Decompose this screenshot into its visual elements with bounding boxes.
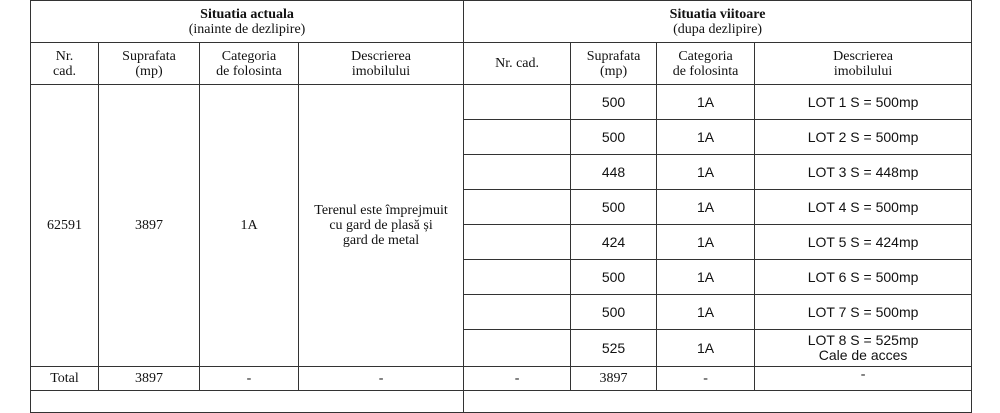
lot-7-descriere: LOT 7 S = 500mp (755, 295, 972, 330)
lot-5-nr-cad (464, 225, 571, 260)
lot-3-nr-cad (464, 155, 571, 190)
total-future-categoria: - (657, 367, 755, 391)
total-current-suprafata: 3897 (99, 367, 200, 391)
footer-empty-left (31, 391, 464, 413)
lot-3-categoria: 1A (657, 155, 755, 190)
current-suprafata: 3897 (99, 85, 200, 367)
lot-2-suprafata: 500 (571, 120, 657, 155)
col-header-suprafata: Suprafata (mp) (99, 43, 200, 85)
lot-8-nr-cad (464, 330, 571, 367)
current-situation-subtitle: (inainte de dezlipire) (188, 21, 306, 37)
current-situation-header (31, 1, 464, 43)
total-current-descriere: - (299, 367, 464, 391)
current-situation-title: Situatia actuala (200, 6, 294, 22)
lot-2-nr-cad (464, 120, 571, 155)
lot-5-descriere: LOT 5 S = 424mp (755, 225, 972, 260)
footer-empty-right (464, 391, 972, 413)
total-future-nr-cad: - (464, 367, 571, 391)
lot-1-suprafata: 500 (571, 85, 657, 120)
lot-8-categoria: 1A (657, 330, 755, 367)
future-situation-header (464, 1, 972, 43)
future-col-header-categoria: Categoria de folosinta (657, 43, 755, 85)
lot-1-categoria: 1A (657, 85, 755, 120)
lot-6-categoria: 1A (657, 260, 755, 295)
lot-4-descriere: LOT 4 S = 500mp (755, 190, 972, 225)
current-nr-cad: 62591 (31, 85, 99, 367)
lot-1-nr-cad (464, 85, 571, 120)
lot-2-categoria: 1A (657, 120, 755, 155)
lot-7-nr-cad (464, 295, 571, 330)
future-situation-title: Situatia viitoare (669, 6, 766, 22)
future-situation-subtitle: (dupa dezlipire) (673, 21, 763, 37)
current-categoria: 1A (200, 85, 299, 367)
future-col-header-suprafata: Suprafata (mp) (571, 43, 657, 85)
lot-1-descriere: LOT 1 S = 500mp (755, 85, 972, 120)
lot-6-nr-cad (464, 260, 571, 295)
future-col-header-descriere: Descrierea imobilului (755, 43, 972, 85)
lot-3-suprafata: 448 (571, 155, 657, 190)
future-col-header-nr-cad: Nr. cad. (464, 43, 571, 85)
lot-8-suprafata: 525 (571, 330, 657, 367)
parcel-situation-table (30, 0, 972, 413)
col-header-categoria: Categoria de folosinta (200, 43, 299, 85)
lot-6-descriere: LOT 6 S = 500mp (755, 260, 972, 295)
total-current-categoria: - (200, 367, 299, 391)
current-descriere: Terenul este împrejmuit cu gard de plasă și gard de metal (299, 85, 464, 367)
lot-7-categoria: 1A (657, 295, 755, 330)
total-future-descriere: - (755, 367, 972, 391)
lot-6-suprafata: 500 (571, 260, 657, 295)
lot-5-suprafata: 424 (571, 225, 657, 260)
col-header-nr-cad: Nr. cad. (31, 43, 99, 85)
lot-4-nr-cad (464, 190, 571, 225)
lot-5-categoria: 1A (657, 225, 755, 260)
lot-3-descriere: LOT 3 S = 448mp (755, 155, 972, 190)
lot-8-descriere: LOT 8 S = 525mp Cale de acces (755, 330, 972, 367)
lot-2-descriere: LOT 2 S = 500mp (755, 120, 972, 155)
total-label: Total (31, 367, 99, 391)
lot-4-categoria: 1A (657, 190, 755, 225)
total-future-suprafata: 3897 (571, 367, 657, 391)
lot-4-suprafata: 500 (571, 190, 657, 225)
col-header-descriere: Descrierea imobilului (299, 43, 464, 85)
lot-7-suprafata: 500 (571, 295, 657, 330)
